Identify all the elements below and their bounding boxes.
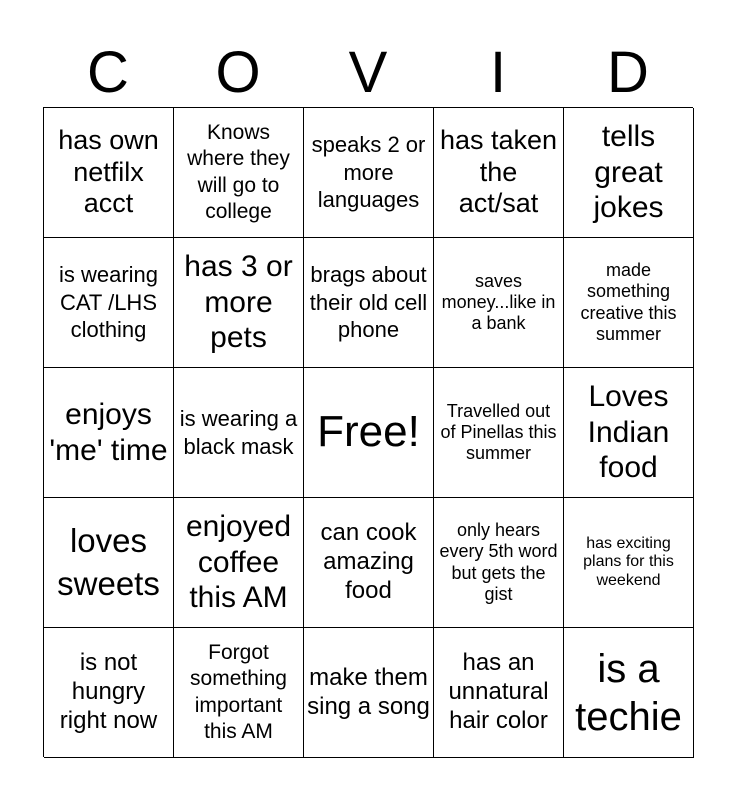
cell-text: made something creative this summer <box>580 260 677 344</box>
cell-text: saves money...like in a bank <box>441 270 556 334</box>
bingo-cell[interactable] <box>304 108 434 238</box>
bingo-header <box>43 40 693 106</box>
bingo-cell[interactable] <box>304 498 434 628</box>
bingo-cell[interactable] <box>44 368 174 498</box>
cell-text: Forgot something important this AM <box>190 641 287 743</box>
cell-text: is wearing CAT /LHS clothing <box>58 262 159 343</box>
bingo-cell[interactable] <box>564 238 694 368</box>
bingo-cell[interactable] <box>174 238 304 368</box>
cell-text: can cook amazing food <box>320 519 417 604</box>
cell-text: loves sweets <box>57 521 160 602</box>
bingo-cell[interactable] <box>564 108 694 238</box>
bingo-cell[interactable] <box>434 238 564 368</box>
bingo-cell[interactable] <box>434 498 564 628</box>
bingo-cell[interactable] <box>174 628 304 758</box>
cell-text: is a techie <box>575 646 682 739</box>
bingo-cell[interactable] <box>304 628 434 758</box>
cell-text: has exciting plans for this weekend <box>583 534 674 589</box>
cell-text: speaks 2 or more languages <box>311 132 426 213</box>
cell-text: only hears every 5th word but gets the gist <box>439 520 558 604</box>
bingo-cell[interactable] <box>174 108 304 238</box>
cell-text: has taken the act/sat <box>439 124 558 219</box>
cell-text: Loves Indian food <box>587 380 670 485</box>
bingo-cell[interactable] <box>44 628 174 758</box>
bingo-cell[interactable] <box>304 238 434 368</box>
cell-text: brags about their old cell phone <box>309 262 428 343</box>
cell-text: tells great jokes <box>593 120 664 225</box>
header-letter-i: I <box>489 40 507 105</box>
cell-text: has an unnatural hair color <box>448 649 549 734</box>
cell-text: is not hungry right now <box>59 649 158 734</box>
bingo-cell[interactable] <box>434 108 564 238</box>
cell-text: Free! <box>317 407 420 457</box>
cell-text: is wearing a black mask <box>179 406 298 459</box>
cell-text: enjoys 'me' time <box>49 398 168 467</box>
bingo-cell[interactable] <box>564 368 694 498</box>
bingo-cell[interactable] <box>44 498 174 628</box>
bingo-cell[interactable] <box>44 108 174 238</box>
header-letter-c: C <box>87 40 129 105</box>
header-letter-d: D <box>607 40 649 105</box>
cell-text: Travelled out of Pinellas this summer <box>440 400 557 464</box>
bingo-cell[interactable] <box>434 628 564 758</box>
bingo-cell[interactable] <box>174 368 304 498</box>
bingo-cell[interactable] <box>564 628 694 758</box>
bingo-cell[interactable] <box>44 238 174 368</box>
header-letter-o: O <box>215 40 261 105</box>
header-letter-v: V <box>348 40 388 105</box>
cell-text: make them sing a song <box>307 663 430 720</box>
cell-text: has own netfilx acct <box>58 124 159 219</box>
bingo-grid <box>43 107 693 757</box>
free-space[interactable] <box>304 368 434 498</box>
bingo-cell[interactable] <box>564 498 694 628</box>
cell-text: Knows where they will go to college <box>187 121 290 223</box>
bingo-cell[interactable] <box>174 498 304 628</box>
bingo-cell[interactable] <box>434 368 564 498</box>
cell-text: enjoyed coffee this AM <box>185 510 292 615</box>
cell-text: has 3 or more pets <box>184 250 293 355</box>
